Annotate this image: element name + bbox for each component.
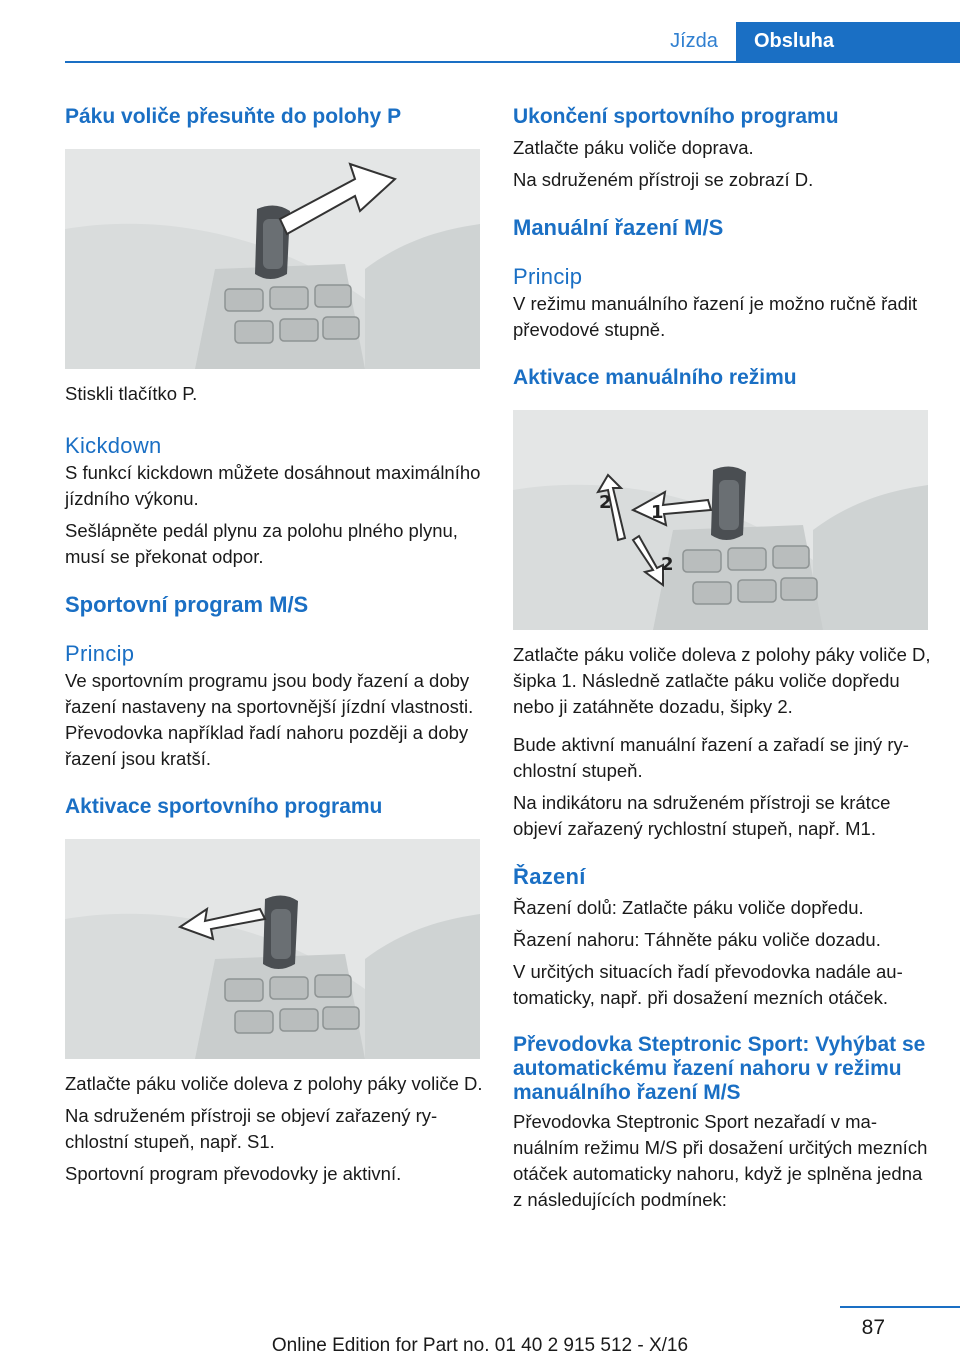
figure-label-2a: 2: [599, 492, 612, 513]
text-steptronic: Převodovka Steptronic Sport nezařadí v manuálním režimu M/S při dosažení určitých mezních otáček automaticky nahoru, když je splněna jedna z následujících podmínek:: [513, 1111, 928, 1210]
text-manual-princip: V režimu manuálního řazení je možno ručně řadit převodové stupně.: [513, 293, 918, 340]
text-kickdown-1: S funkcí kickdown můžete dosáhnout maximálního jízdního výkonu.: [65, 462, 481, 509]
figure-gear-lever-sport: [65, 839, 480, 1059]
heading-steptronic: Převodovka Steptronic Sport: Vyhýbat se automatickému řazení nahoru v režimu manuálního řazení M/S: [513, 1033, 926, 1104]
tab-jizda[interactable]: Jízda: [670, 30, 718, 52]
text-activate-sport-2: Na sdruženém přístroji se objeví zařazený rychlostní stupeň, např. S1.: [65, 1105, 438, 1152]
heading-manual-princip: Princip: [513, 264, 583, 289]
text-shift-2: Řazení nahoru: Táhněte páku voliče dozadu.: [513, 929, 881, 950]
text-end-sport-2: Na sdruženém přístroji se zobrazí D.: [513, 169, 814, 190]
heading-shifting: Řazení: [513, 864, 586, 889]
footer-rule: [840, 1306, 960, 1308]
header-rule: [65, 61, 960, 63]
heading-kickdown: Kickdown: [65, 433, 162, 458]
right-column: [513, 100, 933, 1213]
text-activate-manual-1: Zatlačte páku voliče doleva z polohy páky voliče D, šipka 1. Následně zatlačte páku voliče dopředu nebo ji zatáhněte dozadu, šipky 2.: [513, 644, 931, 717]
heading-activate-manual: Aktivace manuálního režimu: [513, 366, 797, 389]
figure-gear-lever-park: [65, 149, 480, 369]
tab-obsluha[interactable]: Obsluha: [736, 22, 960, 61]
figure-label-1: 1: [651, 502, 664, 523]
text-end-sport-1: Zatlačte páku voliče doprava.: [513, 137, 754, 158]
text-park: Stiskli tlačítko P.: [65, 383, 198, 404]
heading-manual: Manuální řazení M/S: [513, 215, 724, 240]
left-column: [65, 100, 483, 1187]
heading-end-sport: Ukončení sportovního programu: [513, 105, 839, 128]
heading-sport-princip: Princip: [65, 641, 135, 666]
text-activate-sport-1: Zatlačte páku voliče doleva z polohy páky voliče D.: [65, 1073, 483, 1094]
text-shift-3: V určitých situacích řadí převodovka nadále automaticky, např. při dosažení mezních otáček.: [513, 961, 903, 1008]
figure-label-2b: 2: [661, 554, 674, 575]
text-shift-1: Řazení dolů: Zatlačte páku voliče dopředu.: [513, 897, 864, 918]
figure-gear-lever-manual: [513, 410, 928, 630]
text-activate-manual-3: Na indikátoru na sdruženém přístroji se krátce objeví zařazený rychlostní stupeň, např. M1.: [513, 792, 891, 839]
text-activate-manual-2: Bude aktivní manuální řazení a zařadí se jiný rychlostní stupeň.: [513, 734, 909, 781]
heading-park: Páku voliče přesuňte do polohy P: [65, 105, 402, 128]
heading-activate-sport: Aktivace sportovního programu: [65, 795, 383, 818]
heading-sport: Sportovní program M/S: [65, 592, 309, 617]
page-number: 87: [861, 1316, 885, 1339]
text-kickdown-2: Sešlápněte pedál plynu za polohu plného plynu, musí se překonat odpor.: [65, 520, 458, 567]
text-sport-princip: Ve sportovním programu jsou body řazení a doby řazení nastaveny na sportovnější jízdní vlastnosti. Převodovka například řadí nahoru později a doby řazení jsou kratší.: [65, 670, 474, 769]
text-activate-sport-3: Sportovní program převodovky je aktivní.: [65, 1163, 402, 1184]
edition-note: Online Edition for Part no. 01 40 2 915 512 - X/16: [271, 1335, 689, 1356]
